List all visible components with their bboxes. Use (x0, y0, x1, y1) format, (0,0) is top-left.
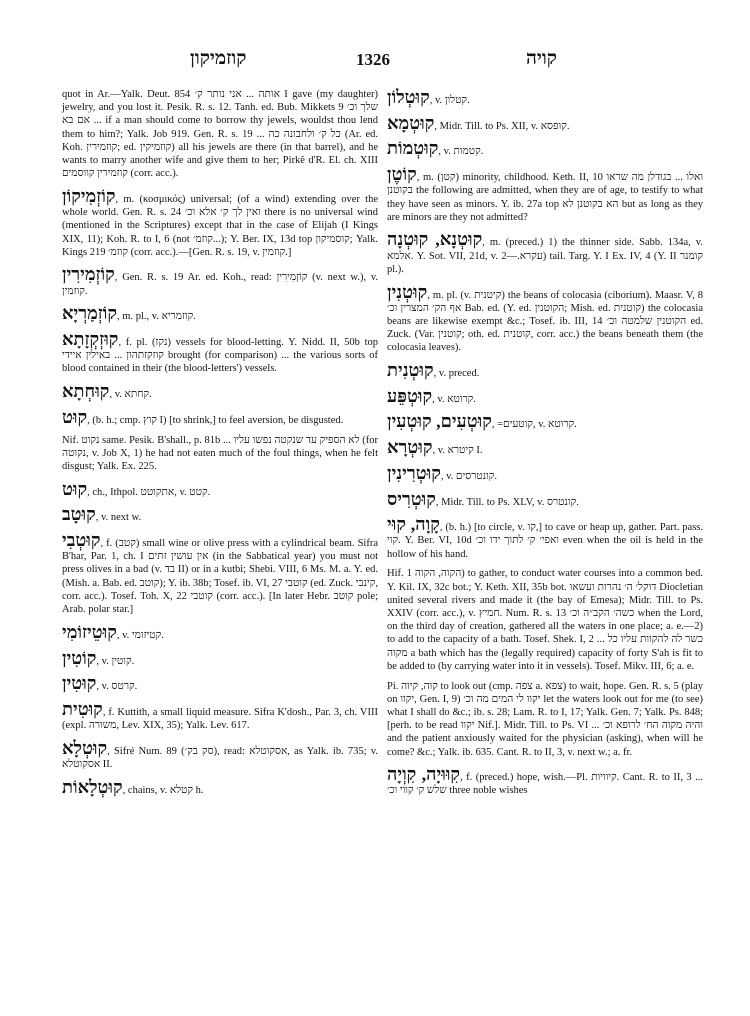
dictionary-entry: קוּטְרִינִין, v. קונטרסים. (387, 462, 498, 483)
entry-headword: קוּטְנִית (387, 360, 434, 381)
dictionary-entry: קִוּוּיָה, קִוְיָה, f. (preced.) hope, wish.—Pl. קיוויות. Cant. R. to II, 3 ... שלש ק׳ קווי וכ׳ three noble wishes (387, 764, 703, 797)
running-head-left: קוזמיקון (190, 48, 247, 69)
entry-definition: v. קטיזומי. (122, 629, 164, 641)
entry-headword: קוּטְלָאוֹת (62, 776, 123, 797)
entry-headword: קוּטְרִינִין (387, 462, 441, 483)
entry-headword: קוּטֵיזוֹמִי (62, 621, 117, 642)
dictionary-entry: קוּטֵיזוֹמִי, v. קטיזומי. (62, 621, 164, 642)
entry-headword: קוּטְלוֹן (387, 87, 430, 107)
entry-definition: v. preced. (438, 368, 480, 380)
entry-definition: v. קטלון. (434, 95, 470, 106)
dictionary-entry (62, 88, 378, 180)
entry-definition: m. (κοσμικός) universal; (of a wind) extending over the whole world. Gen. R. s. 24 ואין לך ק׳ אלא וכ׳ there is no universal wind (mentioned in the Scriptures) except that in the case of Elijah (I Kings XIX, 11); Koh. R. to I, 6 (not קוזמ׳...); Y. Ber. IX, 13d top קוסמיקון; Yalk. Kings 219 קוזמ׳ (corr. acc.).—[Gen. R. s. 19, v. קוזמין.] (62, 193, 379, 258)
dictionary-entry (387, 567, 703, 673)
entry-definition: v. קרוטא. (437, 393, 476, 405)
entry-headword: קוּטְנָא, קוּטְנָה (387, 229, 483, 250)
entry-headword: קוּטְבִי (62, 530, 101, 551)
entry-headword: קוּטָב (62, 504, 96, 525)
entry-definition: ch., Ithpol. אתקוטט, v. קטט. (92, 486, 211, 498)
entry-definition: Hif. הקוה, הקוה 1) to gather, to conduct water courses into a common bed. Y. Kil. IX, 32c bot.; Y. Keth. XII, 35b bot. דוקל׳ ה׳ נהרות ועשאו Diocletian united several rivers and made it (the bay of Emesa); Midr. Till. to Ps. XXIV (corr. acc.), v. חמיץ. Num. R. s. 13 כשה׳ הקב״ה וכ׳ when the Lord, on the third day of creation, gathered all the waters in one place; a. e.—2) to add to the capacity of a bath. Tosef. Shek. I, 2 ... כשר לה להקוות עליו כל מקוה a bath which has the (legally required) capacity of forty S'ah is fit to be added to (by carrying water into it in vessels). Tosef. Mikv. III, 6; a. e. (387, 568, 704, 672)
entry-headword: קוּט (62, 478, 88, 499)
dictionary-entry: קוּחְתָא, v. קחתא. (62, 381, 152, 402)
entry-headword: קוּטְרִיס (387, 488, 436, 509)
dictionary-entry (62, 434, 378, 474)
entry-headword: קוֹזְמַרְיָא (62, 303, 118, 324)
right-column (387, 88, 703, 804)
dictionary-entry: קוּטְלָאוֹת, chains, v. קטלא h. (62, 776, 204, 797)
dictionary-entry: קוּטְרָא, v. קיטרא I. (387, 437, 483, 458)
left-column (62, 88, 378, 803)
dictionary-entry: קוּטְבִי, f. (קטב) small wine or olive press with a cylindrical beam. Sifra B'har, Par. 1, ch. I אין עושין זתים (in the Sabbatical year) you must not press olives in a bad (v. בד II) or in a kutbi; Shebi. VIII, 6 Ms. M. a. Y. ed. (Mish. a. Bab. ed. קוטב); Y. ib. 38b; Tosef. ib. VI, 27 קוטבי (ed. Zuck. קינבי, corr. acc.). Tosef. Toh. X, 22 קוטבי (corr. acc.). [In later Hebr. קוטב pole; Arab. polar star.] (62, 530, 379, 616)
entry-headword: קוֹטִין (62, 647, 97, 668)
entry-definition: f. Kuttith, a small liquid measure. Sifra K'dosh., Par. 3, ch. VIII (expl. משורה, Lev. XIX, 35); Yalk. Lev. 617. (62, 706, 378, 732)
dictionary-entry: קוּטְנִין, m. pl. (v. קיטנית) the beans of colocasia (ciborium). Maasr. V, 8 אף הק׳ המצרין וכ׳ Bab. ed. (Y. ed. הקוטנין; Mish. ed. קוטנית) the colocasia beans are likewise exempt &c.; Tosef. ib. III, 14 הקוטנין שלמטה וכ׳ ed. Zuck. (Var. קוטנין; oth. ed. קוטנית, corr. acc.) the beans beneath them (the colocasia leaves). (387, 281, 703, 354)
entry-headword: קוֹטֶן (387, 164, 417, 185)
entry-definition: Sifré Num. 89 (סק בק׳), read: אסקוטלא, as Yalk. ib. 735; v. אסקוטלא II. (62, 745, 379, 771)
entry-definition: f. (קטב) small wine or olive press with a cylindrical beam. Sifra B'har, Par. 1, ch. I אין עושין זתים (in the Sabbatical year) you must not press olives in a bad (v. בד II) or in a kutbi; Shebi. VIII, 6 Ms. M. a. Y. ed. (Mish. a. Bab. ed. קוטב); Y. ib. 38b; Tosef. ib. VI, 27 קוטבי (ed. Zuck. קינבי, corr. acc.). Tosef. Toh. X, 22 קוטבי (corr. acc.). [In later Hebr. קוטב pole; Arab. polar star.] (62, 538, 379, 616)
entry-definition: v. קחתא. (114, 389, 152, 401)
entry-definition: v. קוטין. (101, 655, 135, 667)
entry-headword: קוֹזְמִיקוֹן (62, 185, 116, 206)
entry-definition: f. (preced.) hope, wish.—Pl. קיוויות. Cant. R. to II, 3 ... שלש ק׳ קווי וכ׳ three noble wishes (387, 772, 703, 797)
entry-headword: קוּט (62, 406, 88, 427)
entry-definition: quot in Ar.—Yalk. Deut. 854 אותה ... אני נותר ק׳ I gave (my daughter) jewelry, and you lost it. Pesik. R. s. 12. Tanh. ed. Bub. Mikkets 9 שלך וכ׳ ... אם בא if a man should come to borrow thy jewels, wouldst thou lend them to him?; Yalk. Job 919. Gen. R. s. 19 ... כל ק׳ ולחבונה כה (Ar. ed. Koh. קוזמירין; ed. קוזמיקין) all his jewels are there (in that barrel), and he wants to marry another wife and give them to her; Pirkê d'R. El. ch. XIII קוזמירין קווסמים (corr. acc.). (62, 89, 379, 180)
entry-headword: קוּטְעִים, קוּטְעִין (387, 411, 492, 432)
entry-headword: קוּטִית (62, 698, 103, 719)
entry-definition: v. next w. (101, 512, 142, 524)
dictionary-entry: קוּטְנָא, קוּטְנָה, m. (preced.) 1) the thinner side. Sabb. 134a, v. אלמא. Y. Sot. VII, 21d, v. עקרא.—2) tail. Targ. Y. I Ex. IV, 4 (Y. II קומנר pl.). (387, 229, 703, 275)
entry-definition: =קוטעים, v. קרוטא. (497, 419, 577, 431)
dictionary-entry: קוּטְנִית, v. preced. (387, 360, 480, 381)
dictionary-entry: קוֹטֶן, m. (קטן) minority, childhood. Keth. II, 10 ואלו ... בגודלן מה שראו בקוטנן the following are admitted, when they are of age, to testify to what they have seen as minors. Y. ib. 27a top הא בקוטנן לא but as long as they are minors are they not admitted? (387, 164, 704, 223)
entry-definition: v. קרטס. (101, 681, 138, 693)
dictionary-entry: קוֹזְמַרְיָא, m. pl., v. קוזמריא. (62, 303, 196, 324)
dictionary-entry: קוּטִית, f. Kuttith, a small liquid measure. Sifra K'dosh., Par. 3, ch. VIII (expl. משורה, Lev. XIX, 35); Yalk. Lev. 617. (62, 698, 378, 732)
entry-headword: קוּחְתָא (62, 381, 110, 402)
dictionary-entry: קוּטְלָא, Sifré Num. 89 (סק בק׳), read: אסקוטלא, as Yalk. ib. 735; v. אסקוטלא II. (62, 737, 379, 771)
dictionary-entry: קוּטִין, v. קרטס. (62, 673, 138, 694)
entry-headword: קוּטְמוֹת (387, 138, 439, 159)
entry-headword: קוּזְקְזָתָא (62, 329, 119, 350)
entry-headword: קוּטְפֵּע (387, 385, 433, 406)
entry-definition: Nif. נקוט same. Pesik. B'shall., p. 81b ... לא הספיק עד שנקטה נפשו עליו (for נקוטה, v. Job X, 1) he had not eaten much of the foul things, when he felt disgust; Yalk. Ex. 225. (62, 434, 378, 472)
entry-definition: Pi. קוה, קיוה to look out (cmp. צפה a. צפא) to wait, hope. Gen. R. s. 5 (play on יקוו, Gen. I, 9) יקוו לי המים מה וכ׳ let the waters look out for me (to see) what I shall do &c.; ib. s. 28; Lam. R. to I, 17; Yalk. Gen. 7; Yalk. Ps. 848; [perh. to be read יקוו Nif.]. Midr. Till. to Ps. VI ... והיה מקוה הח׳ לרופא וכ׳ and the patient anxiously waited for the physician (asking), when will he come? &c.; Yalk. ib. 635. Cant. R. to II, 3, v. next w.; a. fr. (387, 680, 704, 758)
entry-definition: f. pl. (נקז) vessels for blood-letting. Y. Nidd. II, 50b top קוזקזתהון ... באילין איידי brought (for comparison) ... the various sorts of blood contained in their (the blood-letters') vessels. (62, 337, 379, 375)
entry-definition: v. קונטרסים. (446, 470, 498, 482)
dictionary-entry: קוּזְקְזָתָא, f. pl. (נקז) vessels for blood-letting. Y. Nidd. II, 50b top קוזקזתהון ... באילין איידי brought (for comparison) ... the various sorts of blood contained in their (the blood-letters') vessels. (62, 329, 379, 375)
dictionary-entry: קוּטָב, v. next w. (62, 504, 142, 525)
entry-definition: Midr. Till. to Ps. XII, v. קופסא. (439, 120, 570, 132)
entry-definition: m. pl., v. קוזמריא. (122, 311, 196, 323)
dictionary-entry: קוּטְמָא, Midr. Till. to Ps. XII, v. קופסא. (387, 112, 570, 133)
dictionary-entry: קָוָה, קוּי, (b. h.) [to circle, v. קו,] to cave or heap up, gather. Part. pass. קוי. Y. Ber. VI, 10d ואפי׳ ק׳ לתוך ידו וכ׳ even when the oil is held in the hollow of his hand. (387, 514, 703, 560)
entry-definition: m. (preced.) 1) the thinner side. Sabb. 134a, v. אלמא. Y. Sot. VII, 21d, v. עקרא.—2) tail. Targ. Y. I Ex. IV, 4 (Y. II קומנר pl.). (387, 237, 703, 275)
entry-headword: קָוָה, קוּי (387, 514, 440, 535)
entry-definition: v. קיטרא I. (437, 445, 483, 457)
entry-headword: קוּטִין (62, 673, 97, 694)
entry-definition: Gen. R. s. 19 Ar. ed. Koh., read: קוֹזְמִירִין (v. next w.), v. קוזמין. (62, 272, 379, 297)
entry-definition: chains, v. קטלא h. (127, 784, 204, 796)
entry-headword: קִוּוּיָה, קִוְיָה (387, 764, 461, 785)
entry-headword: קוּטְמָא (387, 112, 435, 133)
dictionary-entry: קוֹטִין, v. קוטין. (62, 647, 135, 668)
running-head-right: קויה (526, 48, 557, 69)
dictionary-entry: קוֹזְמִיקוֹן, m. (κοσμικός) universal; (of a wind) extending over the whole world. Gen. R. s. 24 ואין לך ק׳ אלא וכ׳ there is no universal wind (mentioned in the Scriptures) except that in the case of Elijah (I Kings XIX, 11); Koh. R. to I, 6 (not קוזמ׳...); Y. Ber. IX, 13d top קוסמיקון; Yalk. Kings 219 קוזמ׳ (corr. acc.).—[Gen. R. s. 19, v. קוזמין.] (62, 185, 379, 258)
entry-definition: Midr. Till. to Ps. XLV, v. קונטרס. (441, 496, 579, 508)
page-number: 1326 (356, 50, 390, 69)
entry-headword: קוּטְנִין (387, 281, 428, 302)
entry-definition: v. קטמות. (443, 146, 484, 158)
dictionary-entry: קוּטְרִיס, Midr. Till. to Ps. XLV, v. קונטרס. (387, 488, 579, 509)
entry-headword: קוּטְרָא (387, 437, 433, 458)
dictionary-entry: קוֹזְמִירִין, Gen. R. s. 19 Ar. ed. Koh., read: קוֹזְמִירִין (v. next w.), v. קוזמין. (62, 264, 379, 297)
dictionary-entry: קוּט, (b. h.; cmp. קוץ I) [to shrink,] to feel aversion, be disgusted. (62, 406, 344, 427)
dictionary-entry: קוּטְפֵּע, v. קרוטא. (387, 385, 476, 406)
dictionary-entry: קוּטְמוֹת, v. קטמות. (387, 138, 484, 159)
entry-headword: קוּטְלָא (62, 737, 108, 758)
dictionary-entry (387, 680, 703, 759)
dictionary-entry: קוּטְעִים, קוּטְעִין, =קוטעים, v. קרוטא. (387, 411, 577, 432)
entry-definition: (b. h.) [to circle, v. קו,] to cave or heap up, gather. Part. pass. קוי. Y. Ber. VI, 10d ואפי׳ ק׳ לתוך ידו וכ׳ even when the oil is held in the hollow of his hand. (387, 522, 703, 560)
entry-headword: קוֹזְמִירִין (62, 264, 115, 285)
entry-definition: m. (קטן) minority, childhood. Keth. II, 10 ואלו ... בגודלן מה שראו בקוטנן the following are admitted, when they are of age, to testify to what they have seen as minors. Y. ib. 27a top הא בקוטנן לא but as long as they are minors are they not admitted? (387, 172, 704, 223)
dictionary-entry: קוּט, ch., Ithpol. אתקוטט, v. קטט. (62, 478, 211, 499)
entry-definition: m. pl. (v. קיטנית) the beans of colocasia (ciborium). Maasr. V, 8 אף הק׳ המצרין וכ׳ Bab. ed. (Y. ed. הקוטנין; Mish. ed. קוטנית) the colocasia beans are likewise exempt &c.; Tosef. ib. III, 14 הקוטנין שלמטה וכ׳ ed. Zuck. (Var. קוטנין; oth. ed. קוטנית, corr. acc.) the beans beneath them (the colocasia leaves). (387, 289, 703, 354)
dictionary-entry: קוּטְלוֹן, v. קטלון. (387, 87, 470, 107)
entry-definition: (b. h.; cmp. קוץ I) [to shrink,] to feel aversion, be disgusted. (92, 414, 344, 426)
